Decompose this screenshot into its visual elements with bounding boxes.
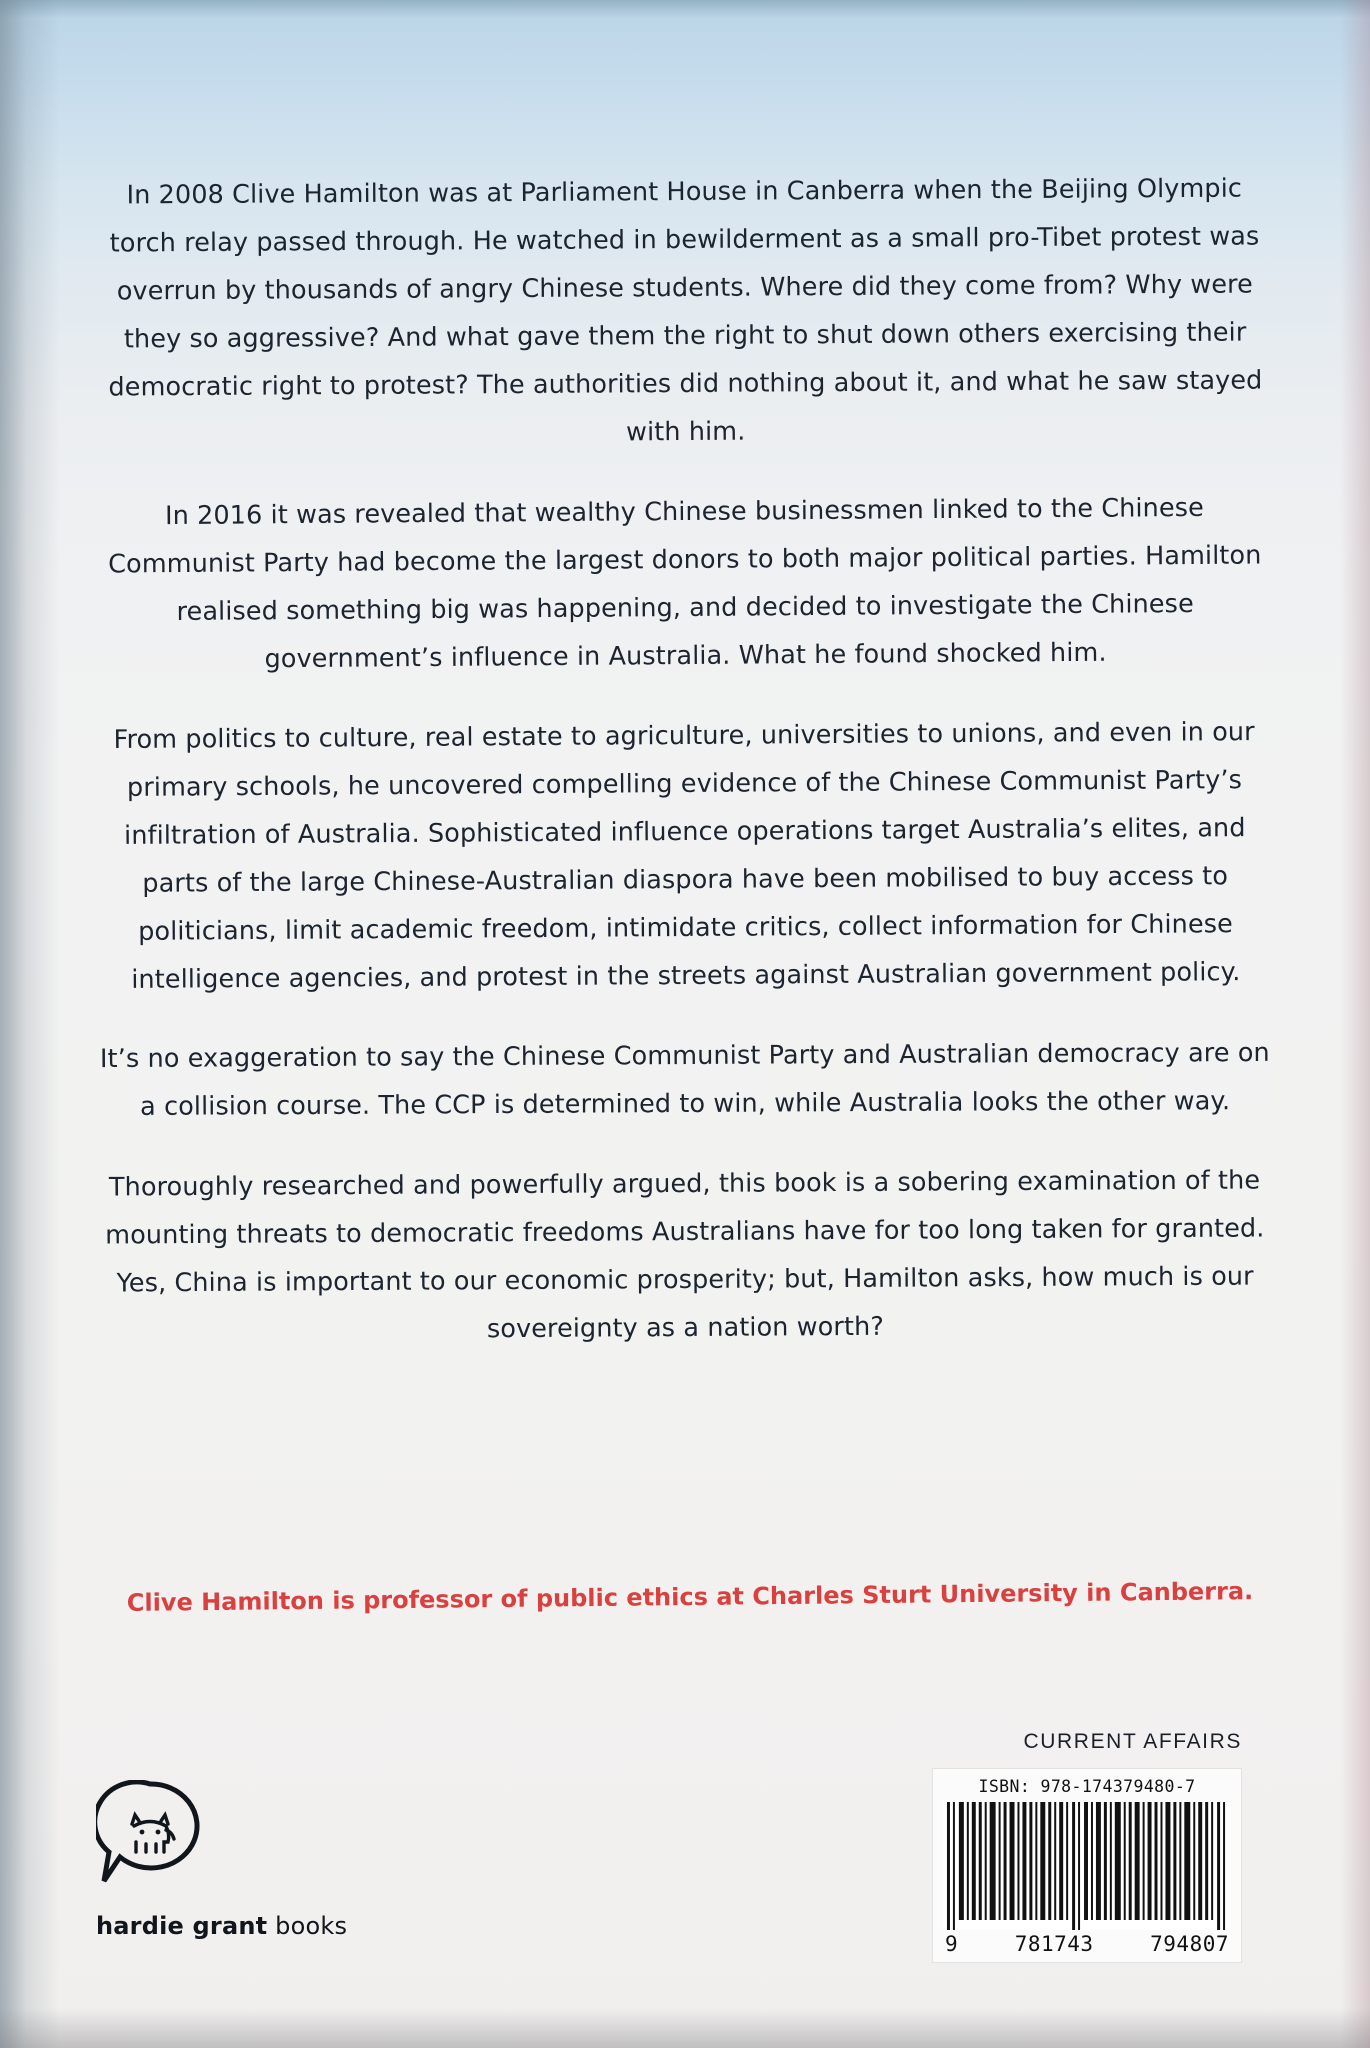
barcode-digit-mid: 781743: [1014, 1932, 1094, 1956]
hardie-grant-speech-bubble-cow-icon: [96, 1780, 204, 1888]
blurb-paragraph: In 2008 Clive Hamilton was at Parliament House in Canberra when the Beijing Olympic torch relay passed through. He watched in bewilderment as a small pro-Tibet protest was overrun by thousands of angry Chinese students. Where did they come from? Why were they so aggressive? And what gave them the right to shut down others exercising their democratic right to protest? The authorities did nothing about it, and what he saw stayed with him.: [108, 173, 1263, 448]
author-bio: Clive Hamilton is professor of public ethics at Charles Sturt University in Canberra.: [126, 1577, 1254, 1617]
isbn-text: ISBN: 978-174379480-7: [978, 1777, 1196, 1796]
cover-edge-right-shading: [1340, 0, 1370, 2048]
barcode-digit-right: 794807: [1150, 1932, 1229, 1956]
blurb-paragraph: From politics to culture, real estate to agriculture, universities to unions, and even in our primary schools, he uncovered compelling evidence of the Chinese Communist Party’s infiltration of Australia. Sophisticated influence operations target Australia’s elites, and parts of the large Chinese-Australian diaspora have been mobilised to buy access to politicians, limit academic freedom, intimidate critics, collect information for Chinese intelligence agencies, and protest in the streets against Australian government policy.: [113, 717, 1255, 995]
spine-shadow: [0, 0, 60, 2048]
category-label: CURRENT AFFAIRS: [1023, 1730, 1242, 1753]
publisher-name-regular: books: [267, 1912, 348, 1940]
blurb-paragraph: It’s no exaggeration to say the Chinese Communist Party and Australian democracy are on a collision course. The CCP is determined to win, while Australia looks the other way.: [99, 1037, 1270, 1122]
publisher-logo: [96, 1780, 204, 1888]
barcode-block: [932, 1768, 1242, 1963]
publisher-block: [96, 1780, 356, 1940]
cover-edge-top-shading: [0, 0, 1370, 18]
cover-edge-left-shading: [0, 0, 26, 2048]
barcode-digit-left: 9: [945, 1932, 959, 1956]
publisher-name: [96, 1912, 356, 1940]
cover-edge-bottom-shading: [0, 2008, 1370, 2048]
blurb-paragraph: In 2016 it was revealed that wealthy Chinese businessmen linked to the Chinese Communist Party had become the largest donors to both major political parties. Hamilton realised something big was happening, and decided to investigate the Chinese government’s influence in Australia. What he found shocked him.: [108, 492, 1262, 675]
barcode-bars: [943, 1802, 1231, 1930]
blurb-paragraph: Thoroughly researched and powerfully argued, this book is a sobering examination of the mounting threats to democratic freedoms Australians have for too long taken for granted. Yes, China is important to our economic prosperity; but, Hamilton asks, how much is our sovereignty as a nation worth?: [105, 1165, 1265, 1345]
barcode-digits: [943, 1930, 1231, 1956]
blurb-text-block: [92, 168, 1278, 1384]
publisher-name-bold: hardie grant: [96, 1912, 268, 1940]
